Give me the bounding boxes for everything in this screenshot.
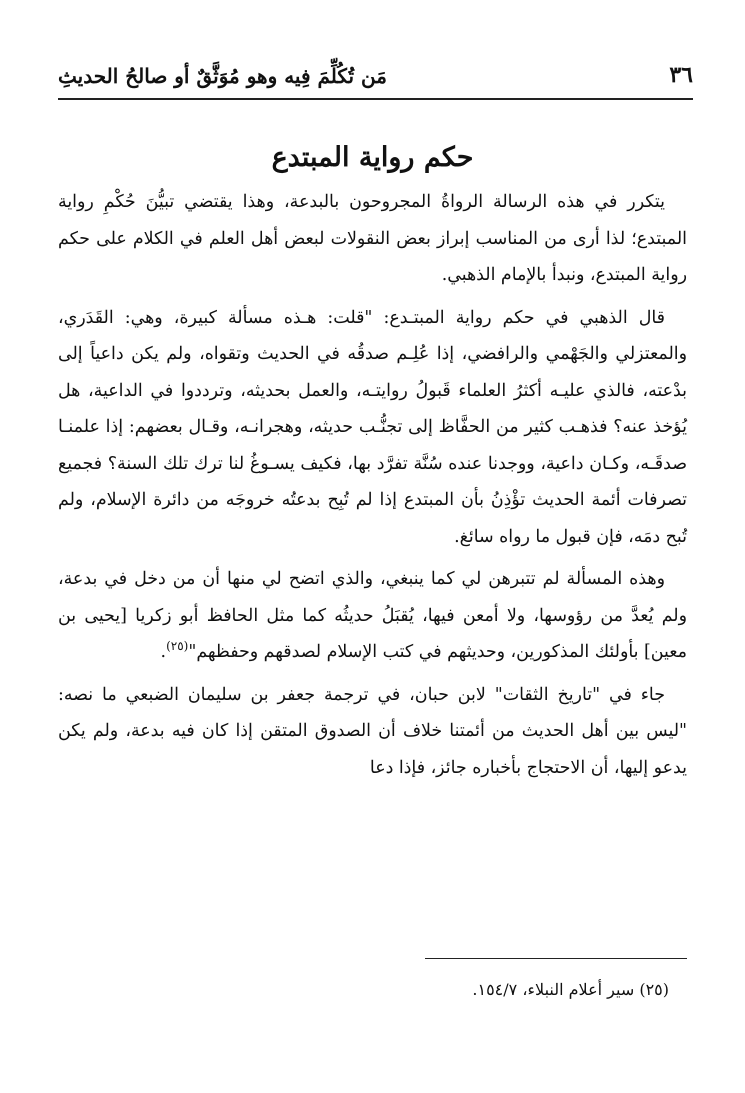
section-title: حكم رواية المبتدع — [271, 142, 474, 174]
paragraph — [58, 561, 687, 671]
page-number: ٣٦ — [669, 62, 693, 88]
paragraph: يتكرر في هذه الرسالة الرواةُ المجروحون بالبدعة، وهذا يقتضي تبيُّنَ حُكْمِ رواية المبتدع؛ لذا أرى من المناسب إبراز بعض النقولات لبعض أهل العلم في الكلام على حكم رواية المبتدع، ونبدأ بالإمام الذهبي. — [58, 192, 687, 285]
paragraph: قال الذهبي في حكم رواية المبتـدع: "قلت: هـذه مسألة كبيرة، وهي: القَدَري، والمعتزلي والجَهْمي والرافضي، إذا عُلِـم صدقُه في الحديث وتقواه، ولم يكن داعياً إلى بدْعته، فالذي عليـه أكثرُ العلماء قَبولُ روايتـه، والعمل بحديثه، وترددوا في الداعية، هل يُؤخذ عنه؟ فذهـب كثير من الحفَّاظ إلى تجنُّـب حديثه، وهجرانـه، وقـال بعضهم: إذا علمنـا صدقَـه، وكـان داعية، ووجدنا عنده سُنَّة تفرَّد بها، فكيف يسـوغُ لنا ترك تلك السنة؟ فجميع تصرفات أئمة الحديث تؤْذِنُ بأن المبتدع إذا لم تُبِح بدعتُه خروجَه من دائرة الإسلام، ولم تُبح دمَه، فإن قبول ما رواه سائغ. — [58, 307, 687, 547]
body-text — [58, 184, 687, 792]
paragraph-end: . — [160, 642, 167, 662]
footnote-marker: (٢٥) — [166, 639, 189, 654]
footnote: (٢٥) سير أعلام النبلاء، ١٥٤/٧. — [472, 980, 669, 999]
footnote-divider — [425, 958, 687, 959]
running-title: مَن تُكُلِّمَ فِيه وهو مُوَثَّقٌ أو صالحُ الحديثِ — [58, 64, 387, 88]
paragraph-text: وهذه المسألة لم تتبرهن لي كما ينبغي، والذي اتضح لي منها أن من دخل في بدعة، ولم يُعدَّ من رؤوسها، ولا أمعن فيها، يُقبَلُ حديثُه كما مثل الحافظ أبو زكريا [يحيى بن معين] بأولئك المذكورين، وحديثهم في كتب الإسلام لصدقهم وحفظهم" — [58, 569, 687, 662]
paragraph: جاء في "تاريخ الثقات" لابن حبان، في ترجمة جعفر بن سليمان الضبعي ما نصه: "ليس بين أهل الحديث من أئمتنا خلاف أن الصدوق المتقن إذا كان فيه بدعة، ولم يكن يدعو إليها، أن الاحتجاج بأخباره جائز، فإذا دعا — [58, 684, 687, 778]
running-header — [58, 58, 693, 100]
